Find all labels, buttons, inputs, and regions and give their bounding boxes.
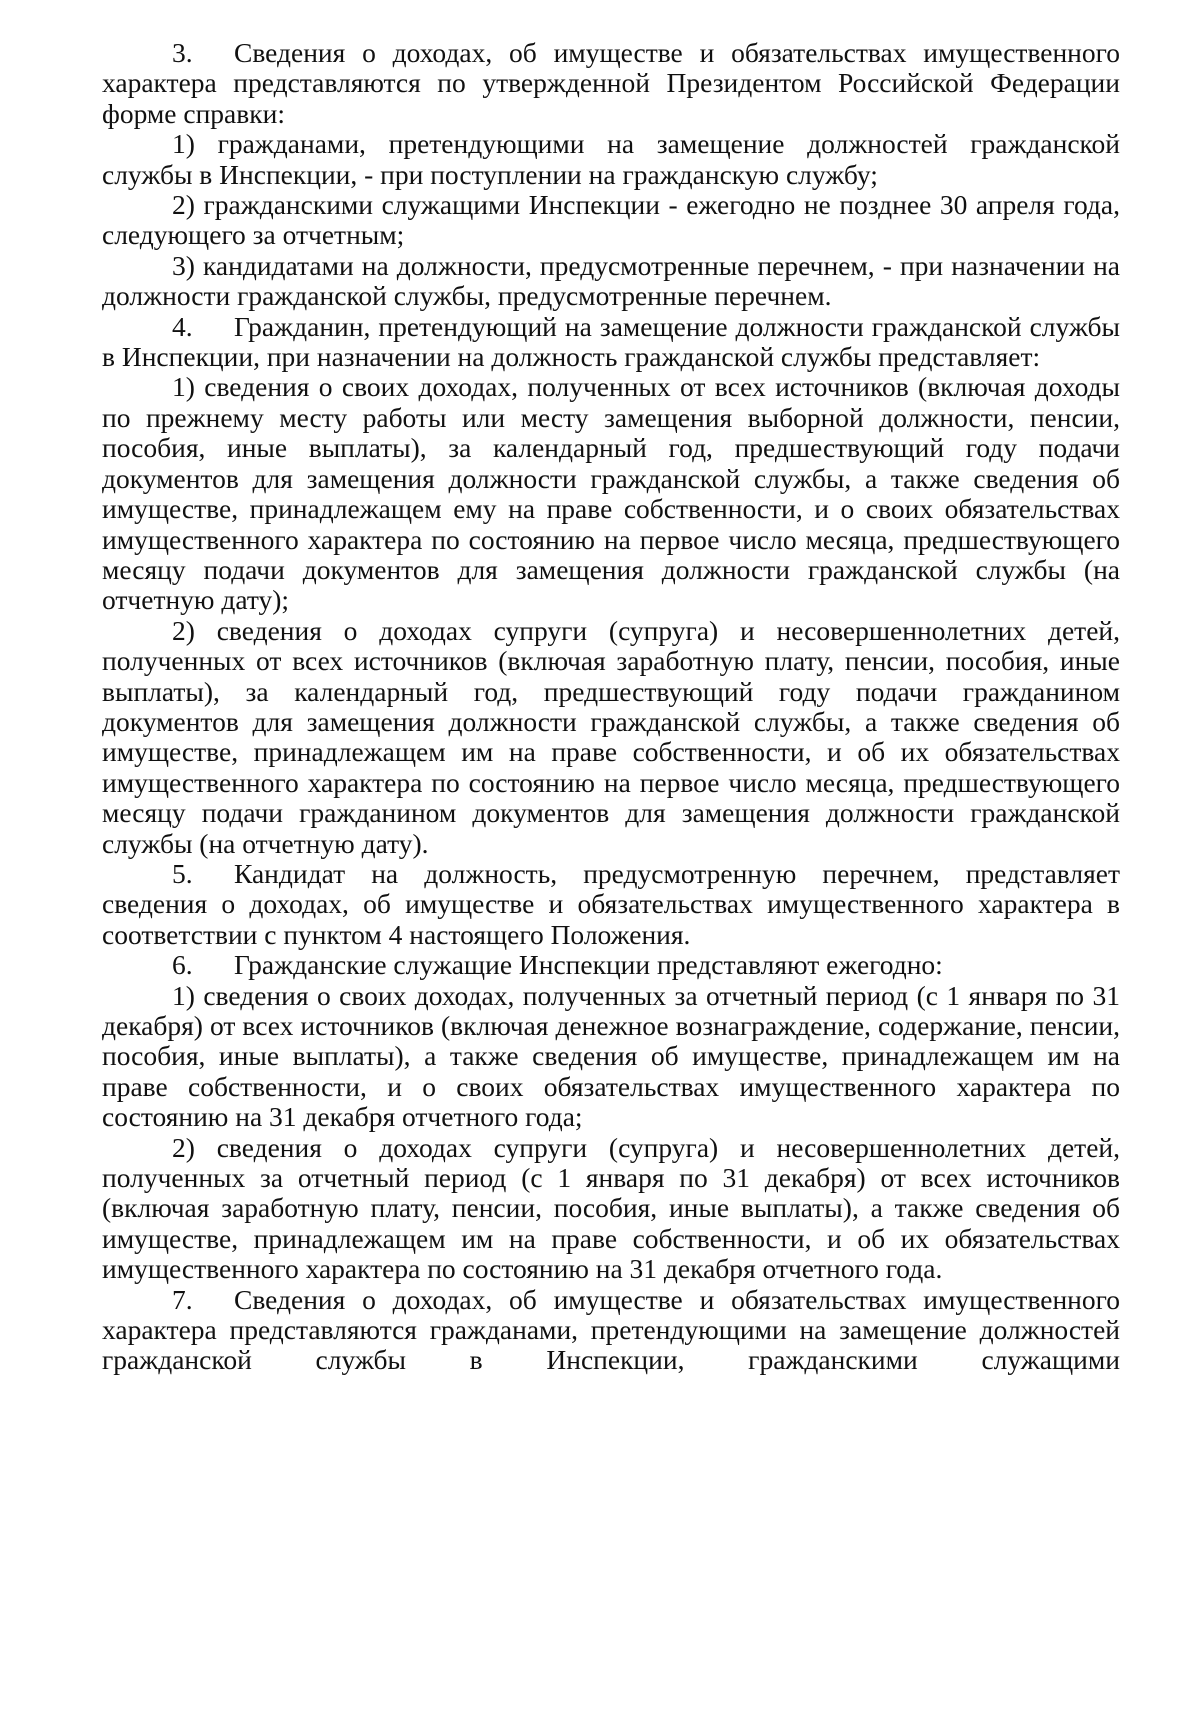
paragraph-text: Сведения о доходах, об имуществе и обязательствах имущественного характера представляются по утвержденной Президентом Российской Федерации форме справки: (102, 37, 1120, 129)
subparagraph-6-2 (102, 1133, 1120, 1285)
paragraph-text: 2) сведения о доходах супруги (супруга) и несовершеннолетних детей, полученных от всех источников (включая заработную плату, пенсии, пособия, иные выплаты), за календарный год, предшествующий году подачи гражданином документов для замещения должности гражданской службы, а также сведения об имуществе, принадлежащем им на праве собственности, и об их обязательствах имущественного характера по состоянию на первое число месяца, предшествующего месяцу подачи гражданином документов для замещения должности гражданской службы (на отчетную дату). (102, 614, 1120, 859)
paragraph-number: 5. (172, 857, 193, 889)
paragraph-text: 1) гражданами, претендующими на замещение должностей гражданской службы в Инспекции, - при поступлении на гражданскую службу; (102, 128, 1120, 190)
paragraph-text: Сведения о доходах, об имуществе и обязательствах имущественного характера представляются гражданами, претендующими на замещение должностей гражданской службы в Инспекции, гражданскими служащими (102, 1283, 1120, 1376)
subparagraph-6-1 (102, 981, 1120, 1133)
subparagraph-3-3 (102, 251, 1120, 312)
paragraph-text: 1) сведения о своих доходах, полученных за отчетный период (с 1 января по 31 декабря) от всех источников (включая денежное вознаграждение, содержание, пенсии, пособия, иные выплаты), а также сведения об имуществе, принадлежащем им на праве собственности, и о своих обязательствах имущественного характера по состоянию на 31 декабря отчетного года; (102, 979, 1120, 1133)
document-body (102, 38, 1120, 1376)
paragraph-4 (102, 312, 1120, 373)
paragraph-text: 3) кандидатами на должности, предусмотренные перечнем, - при назначении на должности гражданской службы, предусмотренные перечнем. (102, 249, 1120, 312)
paragraph-text: Гражданин, претендующий на замещение должности гражданской службы в Инспекции, при назначении на должность гражданской службы представляет: (102, 310, 1120, 373)
subparagraph-4-2 (102, 616, 1120, 859)
paragraph-number: 6. (172, 949, 193, 981)
paragraph-text: Гражданские служащие Инспекции представляют ежегодно: (234, 949, 943, 981)
paragraph-7 (102, 1285, 1120, 1376)
subparagraph-3-2 (102, 190, 1120, 251)
paragraph-number: 3. (172, 37, 193, 68)
paragraph-text: 2) сведения о доходах супруги (супруга) и несовершеннолетних детей, полученных за отчетный период (с 1 января по 31 декабря) от всех источников (включая заработную плату, пенсии, пособия, иные выплаты), а также сведения об имуществе, принадлежащем им на праве собственности, и об их обязательствах имущественного характера по состоянию на 31 декабря отчетного года. (102, 1131, 1120, 1285)
paragraph-text: 2) гражданскими служащими Инспекции - ежегодно не позднее 30 апреля года, следующего за отчетным; (102, 189, 1120, 251)
paragraph-5 (102, 859, 1120, 950)
subparagraph-4-1 (102, 372, 1120, 615)
paragraph-text: 1) сведения о своих доходах, полученных от всех источников (включая доходы по прежнему месту работы или месту замещения выборной должности, пенсии, пособия, иные выплаты), за календарный год, предшествующий году подачи документов для замещения должности гражданской службы, а также сведения об имуществе, принадлежащем ему на праве собственности, и о своих обязательствах имущественного характера по состоянию на первое число месяца, предшествующего месяцу подачи документов для замещения должности гражданской службы (на отчетную дату); (102, 371, 1120, 616)
paragraph-3 (102, 38, 1120, 129)
paragraph-number: 7. (172, 1283, 193, 1315)
paragraph-6 (102, 950, 1120, 980)
paragraph-number: 4. (172, 310, 193, 342)
paragraph-text: Кандидат на должность, предусмотренную перечнем, представляет сведения о доходах, об имуществе и обязательствах имущественного характера в соответствии с пунктом 4 настоящего Положения. (102, 857, 1120, 950)
subparagraph-3-1 (102, 129, 1120, 190)
